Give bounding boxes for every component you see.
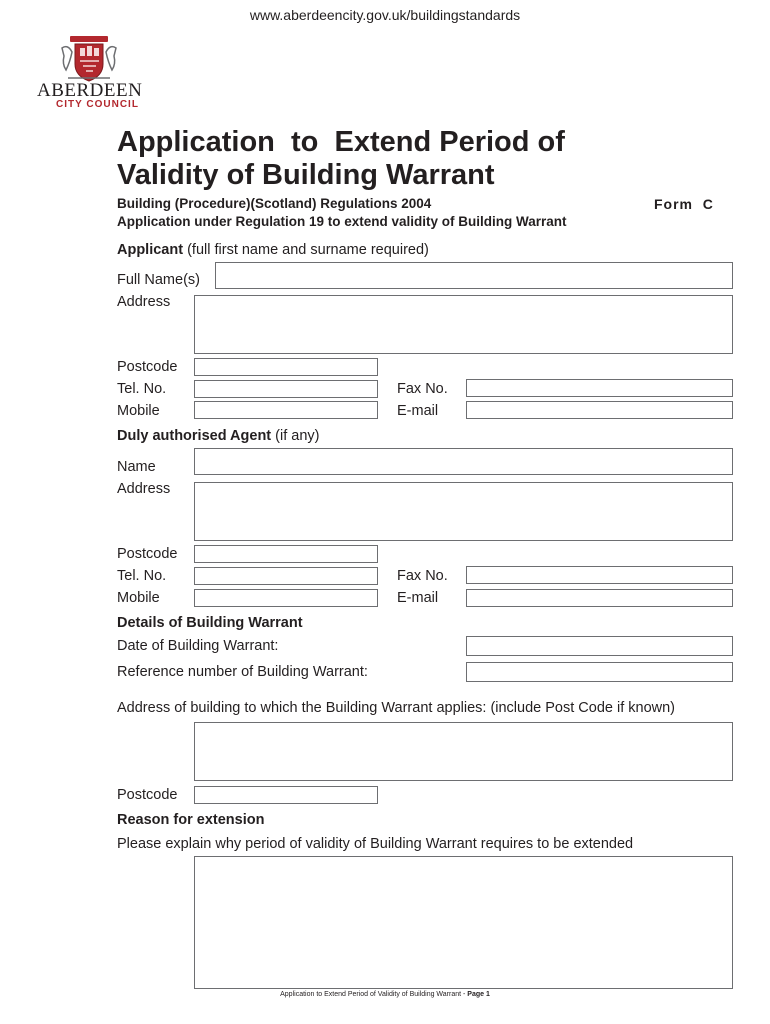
agent-email-field[interactable]	[466, 589, 733, 607]
warrant-date-label: Date of Building Warrant:	[117, 638, 279, 654]
agent-mobile-label: Mobile	[117, 590, 160, 606]
building-address-field[interactable]	[194, 722, 733, 781]
agent-email-label: E-mail	[397, 590, 439, 606]
applicant-heading: Applicant	[117, 242, 184, 258]
agent-tel-field[interactable]	[194, 567, 378, 585]
warrant-reference-label: Reference number of Building Warrant:	[117, 664, 368, 680]
applicant-fax-label: Fax No.	[397, 381, 448, 397]
building-postcode-field[interactable]	[194, 786, 378, 804]
applicant-address-label: Address	[117, 294, 171, 310]
applicant-fax-field[interactable]	[466, 379, 733, 397]
agent-tel-label: Tel. No.	[117, 568, 167, 584]
warrant-date-field[interactable]	[466, 636, 733, 656]
reason-field[interactable]	[194, 856, 733, 989]
agent-address-field[interactable]	[194, 482, 733, 541]
agent-heading: Duly authorised Agent	[117, 428, 272, 444]
applicant-address-field[interactable]	[194, 295, 733, 354]
applicant-full-name-field[interactable]	[215, 262, 733, 289]
form-code: Form C	[654, 196, 714, 212]
page-footer	[0, 991, 770, 998]
applicant-postcode-label: Postcode	[117, 359, 178, 375]
regulations-heading: Building (Procedure)(Scotland) Regulations 2004	[117, 196, 432, 211]
reason-heading: Reason for extension	[117, 812, 265, 828]
logo-wordmark: ABERDEEN	[37, 80, 143, 101]
warrant-heading: Details of Building Warrant	[117, 615, 303, 631]
agent-postcode-field[interactable]	[194, 545, 378, 563]
regulation-line: Application under Regulation 19 to extend validity of Building Warrant	[117, 214, 567, 229]
applicant-mobile-field[interactable]	[194, 401, 378, 419]
page-title	[117, 126, 565, 192]
logo-subtitle: CITY COUNCIL	[56, 99, 139, 110]
footer-text: Application to Extend Period of Validity of Building Warrant -	[280, 991, 468, 998]
agent-postcode-label: Postcode	[117, 546, 178, 562]
applicant-mobile-label: Mobile	[117, 403, 160, 419]
agent-section-heading	[117, 428, 320, 444]
agent-name-field[interactable]	[194, 448, 733, 475]
header-url[interactable]: www.aberdeencity.gov.uk/buildingstandards	[249, 7, 521, 23]
applicant-section-heading	[117, 242, 429, 258]
applicant-email-label: E-mail	[397, 403, 439, 419]
building-postcode-label: Postcode	[117, 787, 178, 803]
building-address-label: Address of building to which the Building Warrant applies: (include Post Code if known)	[117, 700, 676, 716]
agent-note: (if any)	[275, 428, 320, 444]
agent-address-label: Address	[117, 481, 171, 497]
applicant-email-field[interactable]	[466, 401, 733, 419]
agent-name-label: Name	[117, 459, 156, 475]
coat-of-arms-icon	[58, 34, 120, 84]
warrant-reference-field[interactable]	[466, 662, 733, 682]
applicant-postcode-field[interactable]	[194, 358, 378, 376]
title-line-1: Application to Extend Period of	[117, 126, 565, 158]
applicant-full-name-label: Full Name(s)	[117, 272, 200, 288]
applicant-tel-field[interactable]	[194, 380, 378, 398]
agent-fax-field[interactable]	[466, 566, 733, 584]
reason-prompt: Please explain why period of validity of Building Warrant requires to be extended	[117, 836, 634, 852]
agent-mobile-field[interactable]	[194, 589, 378, 607]
footer-page-number: Page 1	[467, 991, 490, 998]
title-line-2: Validity of Building Warrant	[117, 159, 495, 191]
agent-fax-label: Fax No.	[397, 568, 448, 584]
applicant-note: (full first name and surname required)	[187, 242, 429, 258]
applicant-tel-label: Tel. No.	[117, 381, 167, 397]
